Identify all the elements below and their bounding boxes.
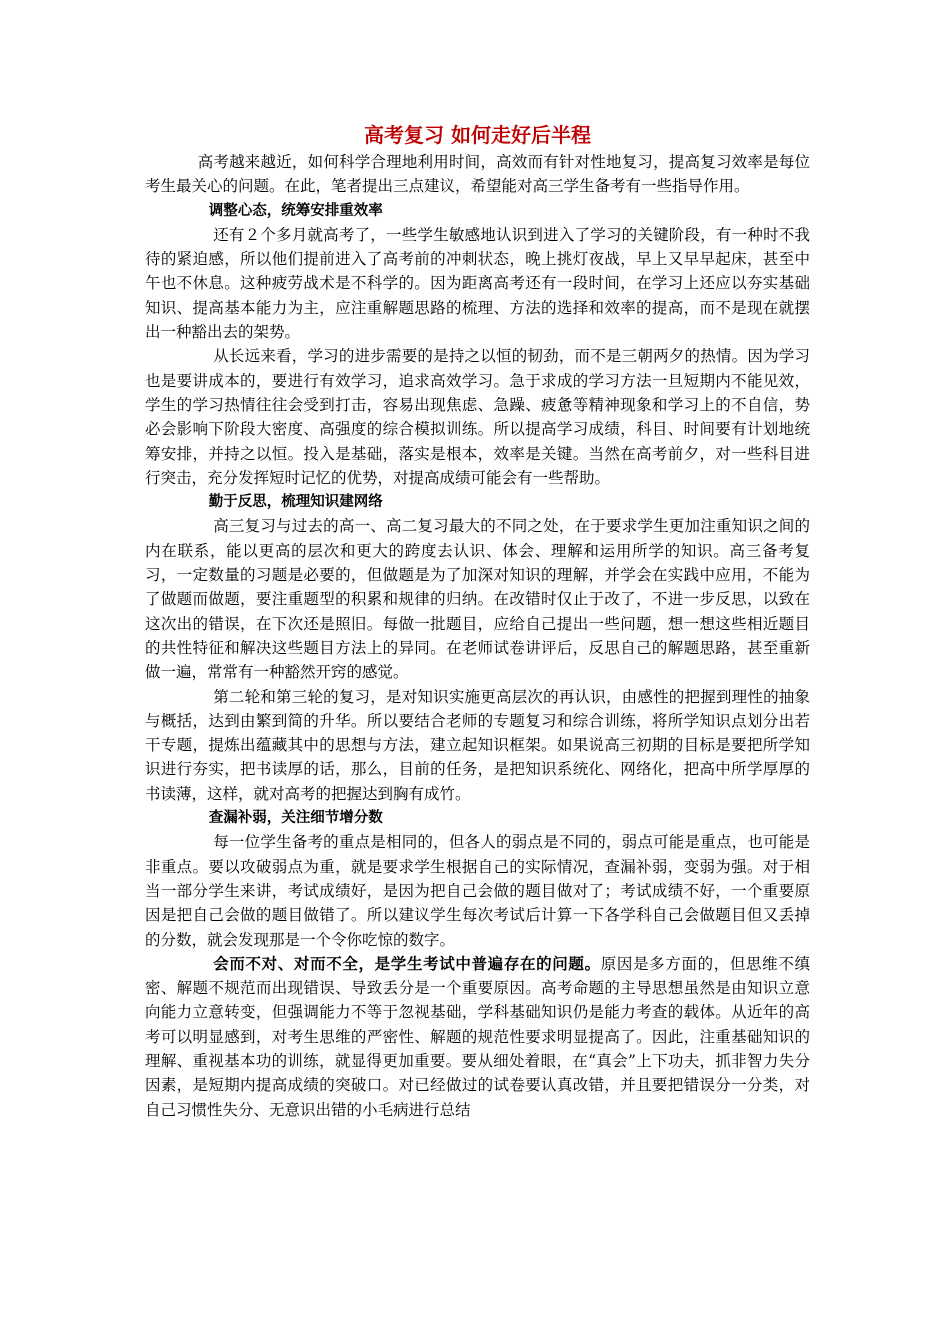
section-3-paragraph-1: 每一位学生备考的重点是相同的，但各人的弱点是不同的，弱点可能是重点，也可能是非重点。要以攻破弱点为重，就是要求学生根据自己的实际情况，查漏补弱，变弱为强。对于相当一部分学生来讲，考试成绩好，是因为把自己会做的题目做对了；考试成绩不好，一个重要原因是把自己会做的题目做错了。所以建议学生每次考试后计算一下各学科自己会做题目但又丢掉的分数，就会发现那是一个令你吃惊的数字。 — [145, 833, 810, 949]
section-heading-1: 调整心态，统筹安排重效率 — [208, 202, 383, 219]
section-2-paragraph-1: 高三复习与过去的高一、高二复习最大的不同之处，在于要求学生更加注重知识之间的内在联系，能以更高的层次和更大的跨度去认识、体会、理解和运用所学的知识。高三备考复习，一定数量的习题是必要的，但做题是为了加深对知识的理解，并学会在实践中应用，不能为了做题而做题，要注重题型的积累和规律的归纳。在改错时仅止于改了，不进一步反思，以致在这次出的错误，在下次还是照旧。每做一批题目，应给自己提出一些问题，想一想这些相近题目的共性特征和解决这些题目方法上的异同。在老师试卷讲评后，反思自己的解题思路，甚至重新做一遍，常常有一种豁然开窍的感觉。 — [145, 517, 810, 682]
section-3-paragraph-2 — [145, 952, 810, 1122]
section-3-paragraph-2-lead: 会而不对、对而不全，是学生考试中普遍存在的问题。 — [213, 954, 601, 973]
section-heading-3: 查漏补弱，关注细节增分数 — [208, 810, 383, 827]
section-heading-2: 勤于反思，梳理知识建网络 — [208, 494, 383, 511]
section-1-paragraph-1: 还有２个多月就高考了，一些学生敏感地认识到进入了学习的关键阶段，有一种时不我待的紧迫感，所以他们提前进入了高考前的冲刺状态，晚上挑灯夜战，早上又早早起床，甚至中午也不休息。这种疲劳战术是不科学的。因为距离高考还有一段时间，在学习上还应以夯实基础知识、提高基本能力为主，应注重解题思路的梳理、方法的选择和效率的提高，而不是现在就摆出一种豁出去的架势。 — [145, 225, 810, 342]
document-page — [145, 120, 810, 1122]
section-2-paragraph-2: 第二轮和第三轮的复习，是对知识实施更高层次的再认识，由感性的把握到理性的抽象与概括，达到由繁到简的升华。所以要结合老师的专题复习和综合训练，将所学知识点划分出若干专题，提炼出蕴藏其中的思想与方法，建立起知识框架。如果说高三初期的目标是要把所学知识进行夯实，把书读厚的话，那么，目前的任务，是把知识系统化、网络化，把高中所学厚厚的书读薄，这样，就对高考的把握达到胸有成竹。 — [145, 687, 810, 803]
section-1-paragraph-2: 从长远来看，学习的进步需要的是持之以恒的韧劲，而不是三朝两夕的热情。因为学习也是要讲成本的，要进行有效学习，追求高效学习。急于求成的学习方法一旦短期内不能见效，学生的学习热情往往会受到打击，容易出现焦虑、急躁、疲惫等精神现象和学习上的不自信，势必会影响下阶段大密度、高强度的综合模拟训练。所以提高学习成绩，科目、时间要有计划地统筹安排，并持之以恒。投入是基础，落实是根本，效率是关键。当然在高考前夕，对一些科目进行突击，充分发挥短时记忆的优势，对提高成绩可能会有一些帮助。 — [145, 347, 810, 487]
section-3-paragraph-2-rest: 原因是多方面的，但思维不缜密、解题不规范而出现错误、导致丢分是一个重要原因。高考命题的主导思想虽然是由知识立意向能力立意转变，但强调能力不等于忽视基础，学科基础知识仍是能力考查的载体。从近年的高考可以明显感到，对考生思维的严密性、解题的规范性要求明显提高了。因此，注重基础知识的理解、重视基本功的训练，就显得更加重要。要从细处着眼，在“真会”上下功夫，抓非智力失分因素，是短期内提高成绩的突破口。对已经做过的试卷要认真改错，并且要把错误分一分类，对自己习惯性失分、无意识出错的小毛病进行总结 — [145, 954, 810, 1119]
intro-paragraph: 高考越来越近，如何科学合理地利用时间，高效而有针对性地复习，提高复习效率是每位考生最关心的问题。在此，笔者提出三点建议，希望能对高三学生备考有一些指导作用。 — [145, 153, 810, 196]
document-title: 高考复习 如何走好后半程 — [364, 123, 591, 147]
